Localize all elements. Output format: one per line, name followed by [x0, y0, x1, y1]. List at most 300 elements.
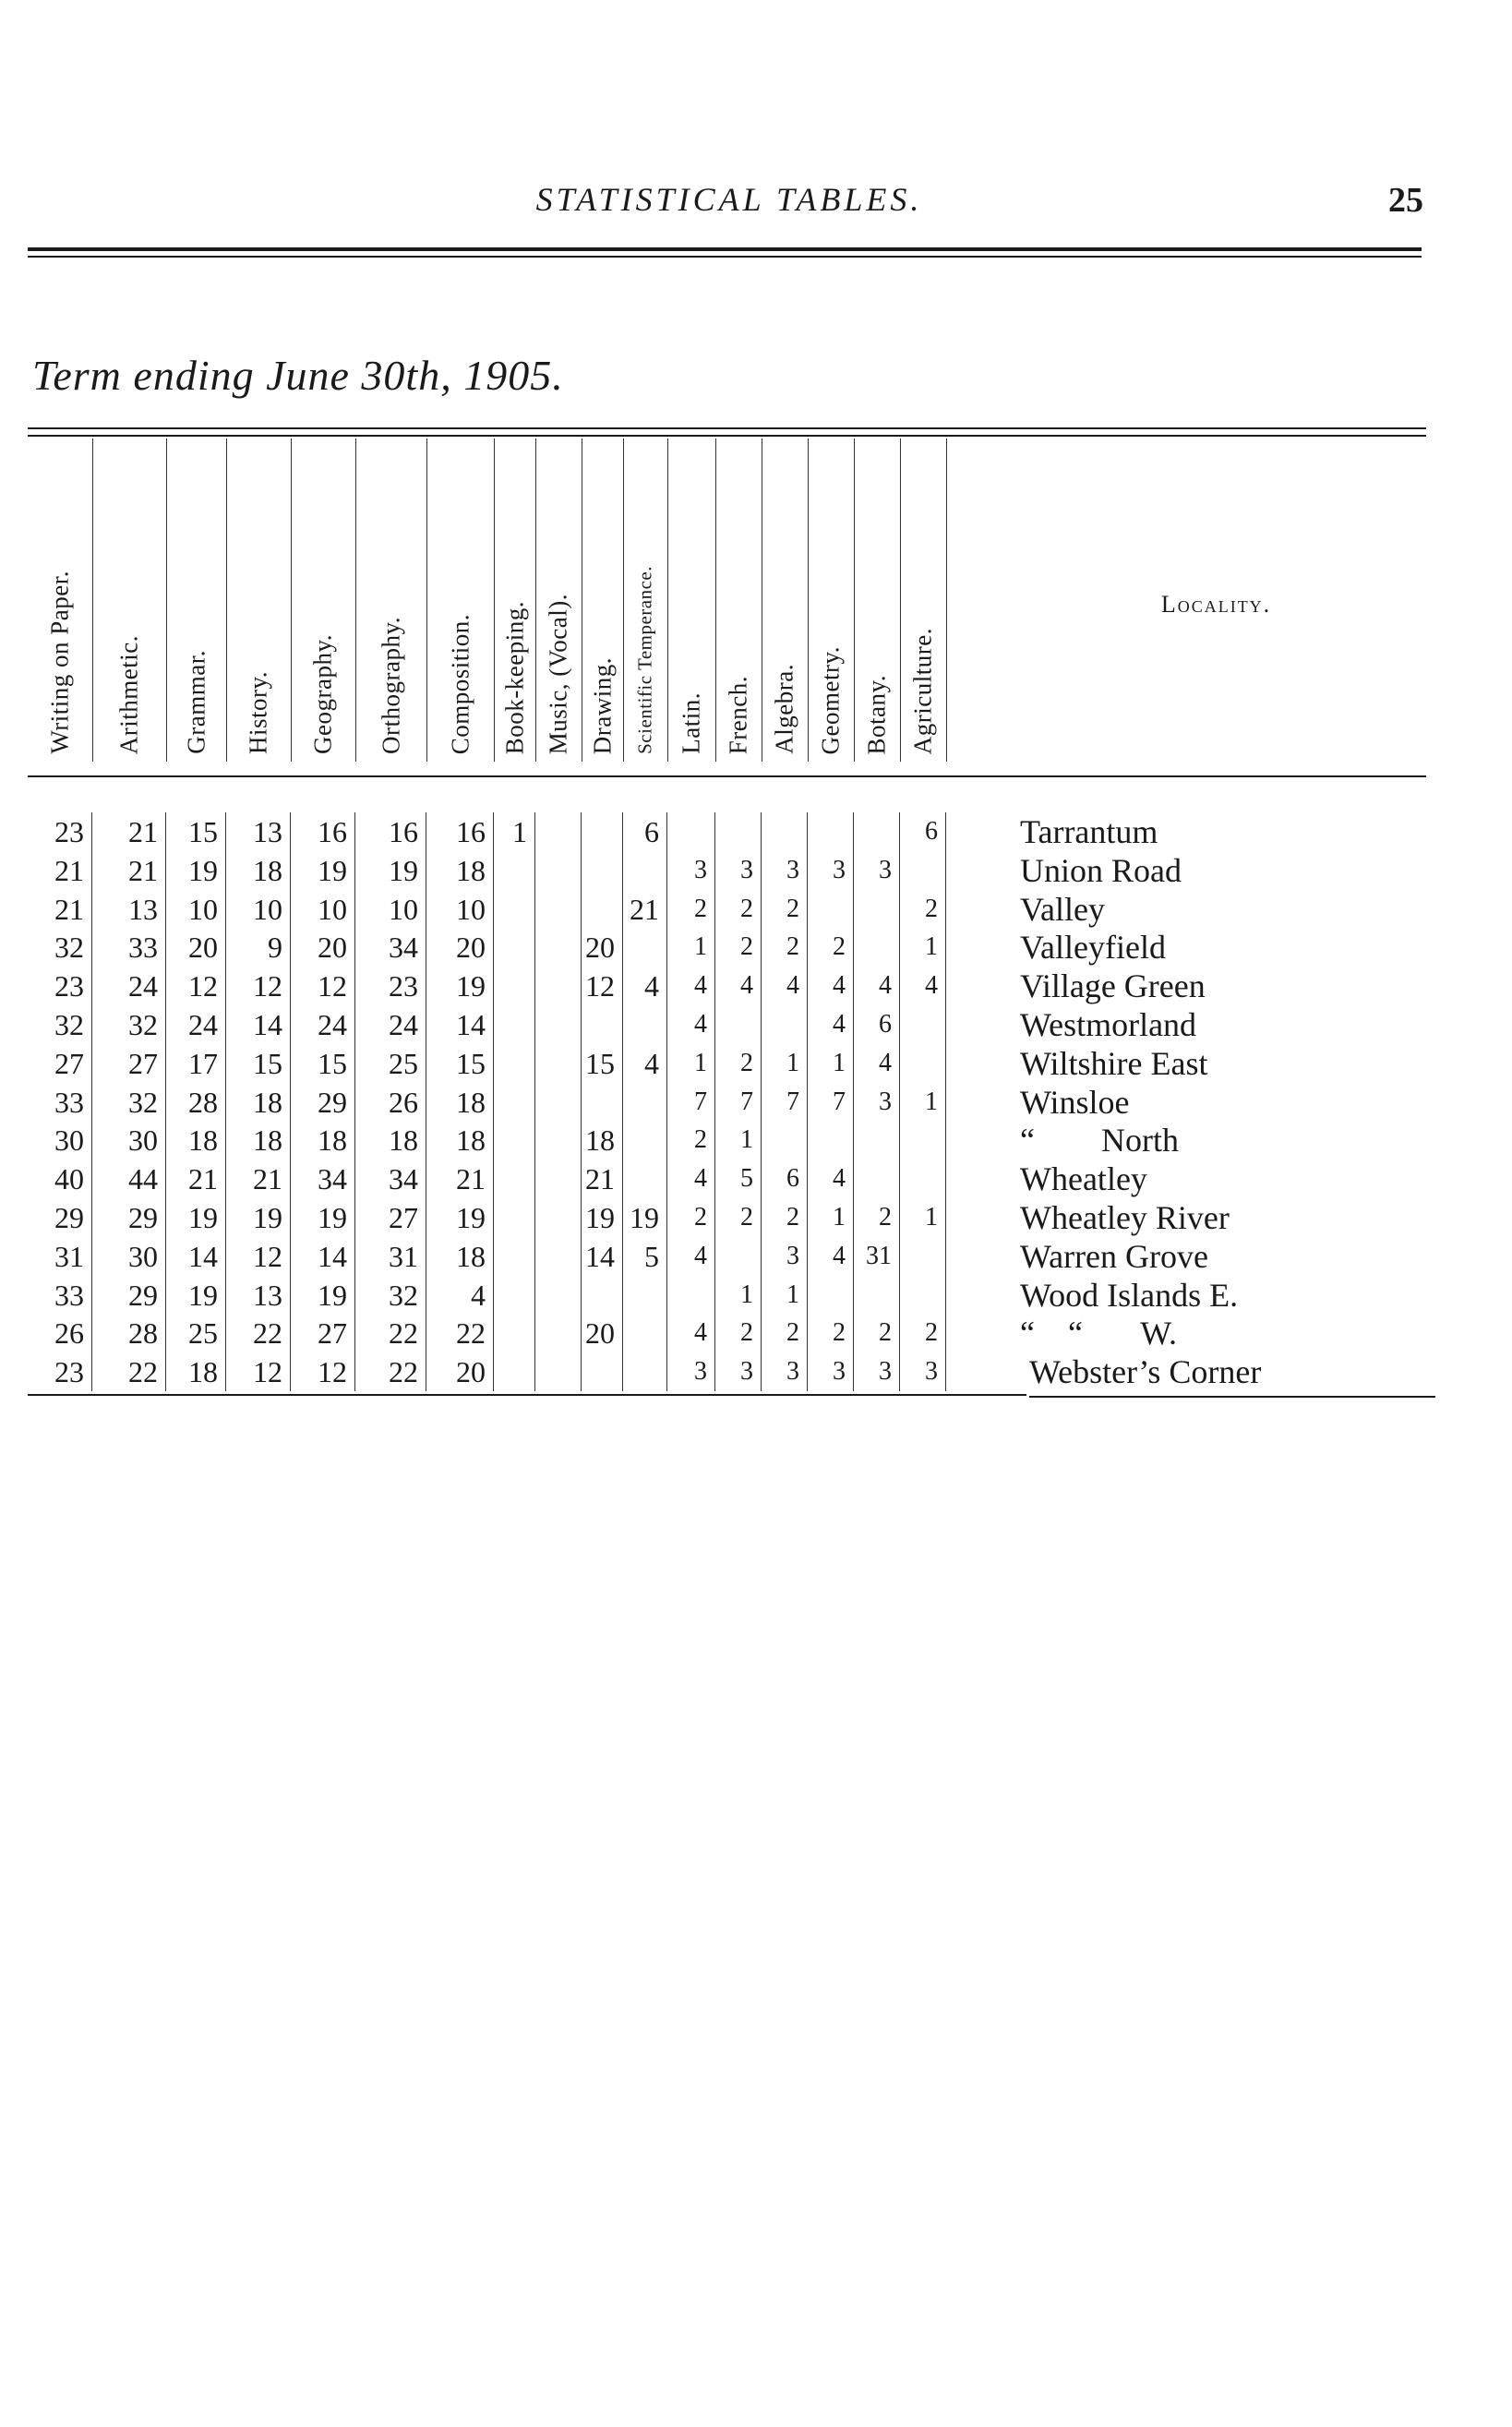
table-cell: 2 [762, 1198, 808, 1237]
locality-cell: Tarrantum [1020, 813, 1158, 850]
table-cell: 3 [762, 851, 808, 890]
column-header-rule [28, 775, 1426, 777]
table-cell: 2 [808, 928, 854, 967]
table-cell: 44 [92, 1159, 166, 1198]
table-cell: 22 [92, 1352, 166, 1391]
column-header-label: Composition. [446, 613, 474, 754]
locality-cell: Wiltshire East [1020, 1044, 1208, 1082]
table-cell: 19 [166, 1276, 226, 1315]
table-cell: 19 [291, 1276, 355, 1315]
table-cell: 21 [92, 812, 166, 851]
table-row [28, 1083, 1426, 1122]
table-cell: 18 [166, 1121, 226, 1159]
table-cell: 16 [291, 812, 355, 851]
table-cell: 4 [808, 1237, 854, 1276]
table-cell: 4 [667, 1159, 715, 1198]
table-cell: 14 [166, 1237, 226, 1276]
table-cell: 1 [715, 1276, 762, 1315]
table-cell [494, 1083, 535, 1122]
table-cell: 12 [291, 1352, 355, 1391]
table-cell: 7 [808, 1083, 854, 1122]
table-cell: 1 [494, 812, 535, 851]
table-cell: 22 [355, 1352, 426, 1391]
table-cell: 19 [166, 851, 226, 890]
locality-cell: Winsloe [1020, 1083, 1130, 1121]
table-cell: 24 [166, 1005, 226, 1044]
table-cell: 3 [854, 1083, 900, 1122]
table-cell: 23 [28, 1352, 92, 1391]
table-cell: 24 [355, 1005, 426, 1044]
table-cell [494, 1044, 535, 1083]
table-cell: 10 [355, 890, 426, 929]
table-cell [535, 1121, 582, 1159]
column-header [535, 439, 582, 762]
table-cell: 33 [92, 928, 166, 967]
column-header-label: French. [724, 675, 752, 754]
table-cell [854, 1276, 900, 1315]
column-header [291, 439, 356, 762]
locality-cell: Village Green [1020, 967, 1206, 1005]
table-cell: 6 [762, 1159, 808, 1198]
table-cell: 31 [355, 1237, 426, 1276]
table-cell: 4 [667, 1314, 715, 1352]
table-cell: 9 [226, 928, 291, 967]
table-cell: 13 [92, 890, 166, 929]
table-cell: 21 [623, 890, 667, 929]
table-cell [535, 812, 582, 851]
table-cell: 19 [426, 967, 494, 1005]
table-cell [535, 1314, 582, 1352]
table-cell [808, 1276, 854, 1315]
table-cell: 4 [715, 967, 762, 1005]
table-cell: 19 [291, 1198, 355, 1237]
table-cell [535, 1044, 582, 1083]
table-cell: 21 [582, 1159, 623, 1198]
table-cell [494, 1121, 535, 1159]
table-cell [535, 1276, 582, 1315]
header-rule-top [28, 247, 1422, 251]
table-cell: 32 [92, 1083, 166, 1122]
table-cell: 18 [291, 1121, 355, 1159]
table-cell: 17 [166, 1044, 226, 1083]
column-header [166, 439, 227, 762]
table-cell: 19 [355, 851, 426, 890]
table-cell: 10 [166, 890, 226, 929]
table-cell: 1 [715, 1121, 762, 1159]
table-cell: 18 [355, 1121, 426, 1159]
table-row [28, 1159, 1426, 1198]
table-cell: 2 [667, 1198, 715, 1237]
table-cell: 24 [291, 1005, 355, 1044]
table-cell: 27 [291, 1314, 355, 1352]
table-cell [582, 812, 623, 851]
table-row [28, 1121, 1426, 1159]
table-cell: 15 [291, 1044, 355, 1083]
table-cell: 10 [426, 890, 494, 929]
table-cell: 2 [854, 1314, 900, 1352]
table-cell: 20 [582, 1314, 623, 1352]
table-cell: 33 [28, 1083, 92, 1122]
table-cell: 10 [226, 890, 291, 929]
table-cell [494, 1159, 535, 1198]
table-cell [582, 1083, 623, 1122]
header-rule-bottom [28, 256, 1422, 258]
table-cell: 3 [667, 851, 715, 890]
table-cell: 19 [166, 1198, 226, 1237]
column-header-label: Drawing. [588, 656, 616, 754]
column-header-label: Arithmetic. [114, 634, 143, 754]
column-header-label: Writing on Paper. [45, 571, 74, 754]
table-cell: 6 [623, 812, 667, 851]
column-header [623, 439, 668, 762]
table-cell: 14 [226, 1005, 291, 1044]
table-cell: 4 [808, 1159, 854, 1198]
table-cell: 2 [667, 1121, 715, 1159]
table-cell: 32 [355, 1276, 426, 1315]
table-row [28, 1237, 1426, 1276]
table-cell: 23 [28, 967, 92, 1005]
table-cell: 1 [900, 1083, 946, 1122]
table-cell [535, 1237, 582, 1276]
table-cell [582, 851, 623, 890]
table-cell: 12 [291, 967, 355, 1005]
table-cell: 21 [92, 851, 166, 890]
table-cell: 31 [854, 1237, 900, 1276]
table-row [28, 967, 1426, 1005]
table-cell: 32 [28, 1005, 92, 1044]
table-cell: 1 [808, 1198, 854, 1237]
table-cell: 21 [28, 890, 92, 929]
table-cell: 2 [762, 928, 808, 967]
table-row [28, 1044, 1426, 1083]
table-cell: 7 [667, 1083, 715, 1122]
table-cell [900, 1121, 946, 1159]
table-cell: 4 [623, 1044, 667, 1083]
table-cell: 19 [426, 1198, 494, 1237]
table-cell [494, 1005, 535, 1044]
table-cell: 1 [667, 928, 715, 967]
table-cell: 5 [623, 1237, 667, 1276]
table-cell [535, 1159, 582, 1198]
column-header-label: Latin. [677, 692, 705, 754]
table-cell: 20 [426, 928, 494, 967]
table-cell [900, 1159, 946, 1198]
table-cell: 12 [166, 967, 226, 1005]
column-header-label: History. [244, 671, 272, 754]
table-cell: 13 [226, 1276, 291, 1315]
table-cell [854, 1159, 900, 1198]
table-cell [535, 928, 582, 967]
running-title: STATISTICAL TABLES. [535, 181, 923, 218]
table-cell: 34 [291, 1159, 355, 1198]
table-cell: 4 [667, 967, 715, 1005]
table-cell: 2 [762, 1314, 808, 1352]
table-cell: 2 [715, 1198, 762, 1237]
table-cell [715, 812, 762, 851]
table-cell: 5 [715, 1159, 762, 1198]
locality-cell: “ North [1020, 1122, 1179, 1159]
table-cell: 19 [623, 1198, 667, 1237]
locality-cell: Valley [1020, 890, 1105, 928]
table-cell: 4 [808, 1005, 854, 1044]
table-cell: 3 [854, 851, 900, 890]
table-cell [494, 1198, 535, 1237]
table-cell: 21 [426, 1159, 494, 1198]
table-cell: 20 [582, 928, 623, 967]
table-cell: 1 [900, 1198, 946, 1237]
table-cell: 2 [762, 890, 808, 929]
table-cell: 20 [426, 1352, 494, 1391]
table-cell: 2 [667, 890, 715, 929]
locality-column-header: Locality. [1160, 591, 1272, 618]
table-cell: 3 [762, 1237, 808, 1276]
table-cell [494, 1237, 535, 1276]
table-row [28, 1352, 1426, 1391]
table-cell [494, 1314, 535, 1352]
column-header [28, 439, 93, 762]
table-cell: 6 [900, 812, 946, 851]
table-cell [854, 812, 900, 851]
table-cell [535, 1083, 582, 1122]
table-cell [808, 890, 854, 929]
table-cell: 21 [166, 1159, 226, 1198]
table-cell: 10 [291, 890, 355, 929]
table-cell [900, 1005, 946, 1044]
table-cell: 15 [582, 1044, 623, 1083]
table-cell: 27 [92, 1044, 166, 1083]
table-cell: 31 [28, 1237, 92, 1276]
table-top-rule [28, 427, 1426, 429]
table-cell: 16 [426, 812, 494, 851]
table-cell: 7 [715, 1083, 762, 1122]
table-cell: 40 [28, 1159, 92, 1198]
table-cell: 2 [715, 1314, 762, 1352]
table-cell [623, 928, 667, 967]
table-row [28, 1276, 1426, 1315]
table-cell [535, 967, 582, 1005]
table-cell: 2 [808, 1314, 854, 1352]
table-cell [854, 890, 900, 929]
table-cell [582, 1352, 623, 1391]
table-cell: 1 [808, 1044, 854, 1083]
table-cell: 16 [355, 812, 426, 851]
table-cell: 24 [92, 967, 166, 1005]
table-cell: 14 [582, 1237, 623, 1276]
table-top-rule-2 [28, 435, 1426, 437]
table-cell: 32 [92, 1005, 166, 1044]
table-cell: 14 [426, 1005, 494, 1044]
table-cell [582, 1276, 623, 1315]
table-cell: 3 [715, 851, 762, 890]
table-cell: 23 [28, 812, 92, 851]
table-cell: 23 [355, 967, 426, 1005]
column-header [715, 439, 762, 762]
column-header-label: Botany. [862, 674, 891, 754]
table-row [28, 851, 1426, 890]
table-cell: 30 [28, 1121, 92, 1159]
table-cell: 22 [426, 1314, 494, 1352]
table-cell [623, 1314, 667, 1352]
locality-cell: Valleyfield [1020, 929, 1166, 967]
table-cell: 19 [291, 851, 355, 890]
table-cell: 12 [226, 1352, 291, 1391]
table-cell: 19 [582, 1198, 623, 1237]
table-cell: 18 [226, 1121, 291, 1159]
table-cell: 3 [667, 1352, 715, 1391]
table-cell: 20 [166, 928, 226, 967]
table-cell [494, 1352, 535, 1391]
table-cell: 4 [854, 1044, 900, 1083]
table-cell [494, 890, 535, 929]
table-cell: 3 [808, 851, 854, 890]
table-cell [762, 812, 808, 851]
table-cell: 18 [226, 1083, 291, 1122]
table-cell: 6 [854, 1005, 900, 1044]
table-cell: 1 [762, 1276, 808, 1315]
table-cell [623, 1159, 667, 1198]
table-cell [494, 928, 535, 967]
column-header-label: Book-keeping. [500, 600, 528, 754]
statistics-table [28, 439, 1426, 1408]
table-cell [582, 890, 623, 929]
table-cell [667, 1276, 715, 1315]
table-cell [900, 1237, 946, 1276]
table-cell: 18 [426, 851, 494, 890]
table-cell [762, 1005, 808, 1044]
table-cell [623, 1005, 667, 1044]
column-header [494, 439, 536, 762]
locality-bottom-rule [1029, 1396, 1435, 1398]
table-cell: 34 [355, 928, 426, 967]
table-cell: 12 [226, 1237, 291, 1276]
table-cell: 18 [426, 1083, 494, 1122]
column-header [355, 439, 427, 762]
table-row [28, 928, 1426, 967]
table-cell: 15 [226, 1044, 291, 1083]
table-cell: 2 [854, 1198, 900, 1237]
table-cell: 18 [582, 1121, 623, 1159]
table-cell [900, 1276, 946, 1315]
table-cell [494, 851, 535, 890]
column-header-label: Algebra. [770, 664, 798, 754]
table-row [28, 890, 1426, 929]
table-cell: 29 [92, 1276, 166, 1315]
table-cell: 19 [226, 1198, 291, 1237]
table-cell: 18 [226, 851, 291, 890]
table-row [28, 1314, 1426, 1352]
column-header-label: Agriculture. [908, 627, 937, 754]
column-header [92, 439, 167, 762]
table-cell: 3 [715, 1352, 762, 1391]
table-cell [623, 851, 667, 890]
table-cell: 1 [900, 928, 946, 967]
table-cell: 1 [667, 1044, 715, 1083]
table-cell [623, 1121, 667, 1159]
table-cell: 26 [28, 1314, 92, 1352]
table-cell [535, 890, 582, 929]
table-cell: 4 [667, 1005, 715, 1044]
table-cell [808, 1121, 854, 1159]
table-cell [762, 1121, 808, 1159]
table-cell: 1 [762, 1044, 808, 1083]
table-cell: 33 [28, 1276, 92, 1315]
column-header [854, 439, 901, 762]
column-header [582, 439, 624, 762]
table-cell: 34 [355, 1159, 426, 1198]
table-cell: 29 [291, 1083, 355, 1122]
term-title: Term ending June 30th, 1905. [32, 352, 564, 399]
table-cell [715, 1237, 762, 1276]
table-cell [582, 1005, 623, 1044]
table-cell [667, 812, 715, 851]
column-header [226, 439, 292, 762]
table-cell: 28 [166, 1083, 226, 1122]
table-cell: 29 [28, 1198, 92, 1237]
table-row [28, 1005, 1426, 1044]
table-cell: 12 [226, 967, 291, 1005]
table-cell: 28 [92, 1314, 166, 1352]
table-cell: 21 [226, 1159, 291, 1198]
table-cell [494, 1276, 535, 1315]
table-cell: 4 [426, 1276, 494, 1315]
table-cell: 2 [715, 928, 762, 967]
column-header [667, 439, 716, 762]
table-row [28, 812, 1426, 851]
table-cell: 30 [92, 1237, 166, 1276]
table-cell: 18 [426, 1237, 494, 1276]
table-cell: 15 [426, 1044, 494, 1083]
table-cell: 4 [854, 967, 900, 1005]
column-header-label: Orthography. [377, 617, 404, 754]
locality-cell: Union Road [1020, 851, 1182, 889]
locality-cell: Wood Islands E. [1020, 1276, 1239, 1314]
locality-cell: “ “ W. [1020, 1315, 1177, 1352]
table-row [28, 1198, 1426, 1237]
table-cell [535, 1198, 582, 1237]
table-cell: 2 [900, 1314, 946, 1352]
table-cell [623, 1276, 667, 1315]
table-cell: 27 [355, 1198, 426, 1237]
table-cell [535, 1005, 582, 1044]
locality-cell: Webster’s Corner [1029, 1353, 1262, 1391]
column-header-label: Geometry. [816, 645, 845, 754]
table-cell: 2 [715, 890, 762, 929]
table-cell: 3 [854, 1352, 900, 1391]
table-cell: 22 [355, 1314, 426, 1352]
table-cell: 7 [762, 1083, 808, 1122]
table-cell [535, 1352, 582, 1391]
table-cell: 21 [28, 851, 92, 890]
table-cell [623, 1083, 667, 1122]
column-header [900, 439, 947, 762]
running-head [0, 180, 1512, 226]
table-cell: 3 [900, 1352, 946, 1391]
table-cell: 4 [667, 1237, 715, 1276]
table-cell: 20 [291, 928, 355, 967]
table-cell: 15 [166, 812, 226, 851]
table-cell [854, 928, 900, 967]
table-cell: 27 [28, 1044, 92, 1083]
table-cell: 4 [762, 967, 808, 1005]
table-cell: 26 [355, 1083, 426, 1122]
table-cell: 13 [226, 812, 291, 851]
table-cell: 2 [900, 890, 946, 929]
locality-cell: Wheatley [1020, 1160, 1147, 1198]
column-header-label: Grammar. [182, 650, 210, 754]
table-cell [900, 851, 946, 890]
table-cell: 32 [28, 928, 92, 967]
column-header-label: Music, (Vocal). [544, 593, 572, 754]
